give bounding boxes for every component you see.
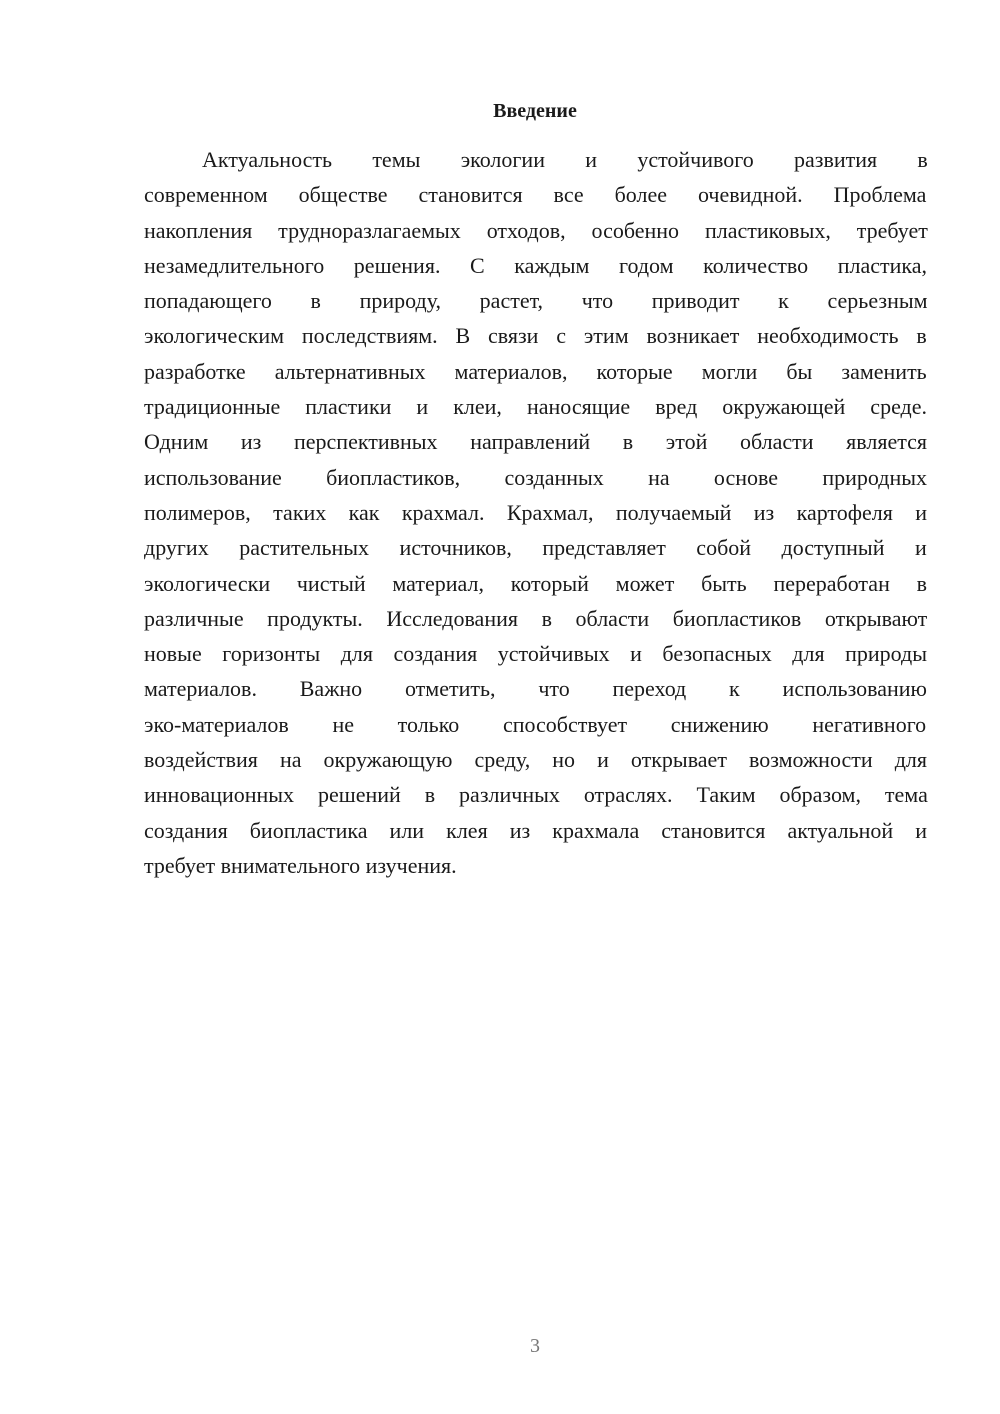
paragraph-line: традиционные пластики и клеи, наносящие вред окружающей среде.	[144, 394, 927, 420]
paragraph-line: новые горизонты для создания устойчивых и безопасных для природы	[144, 641, 927, 667]
paragraph-line: требует внимательного изучения.	[144, 852, 457, 878]
paragraph-line: разработке альтернативных материалов, которые могли бы заменить	[144, 358, 927, 384]
paragraph-line: экологическим последствиям. В связи с этим возникает необходимость в	[144, 323, 927, 349]
paragraph-line: экологически чистый материал, который может быть переработан в	[144, 570, 927, 596]
body-paragraph	[144, 142, 927, 883]
section-heading: Введение	[493, 100, 577, 122]
paragraph-line: различные продукты. Исследования в области биопластиков открывают	[144, 605, 928, 631]
paragraph-line: инновационных решений в различных отраслях. Таким образом, тема	[144, 782, 928, 808]
paragraph-line: накопления трудноразлагаемых отходов, особенно пластиковых, требует	[144, 217, 928, 243]
paragraph-line: других растительных источников, представляет собой доступный и	[144, 535, 927, 561]
paragraph-line: Актуальность темы экологии и устойчивого развития в	[202, 147, 928, 172]
paragraph-line: использование биопластиков, созданных на основе природных	[144, 464, 927, 490]
paragraph-line: незамедлительного решения. С каждым годом количество пластика,	[144, 252, 927, 278]
paragraph-line: воздействия на окружающую среду, но и открывает возможности для	[144, 747, 927, 773]
paragraph-line: Одним из перспективных направлений в этой области является	[144, 429, 927, 455]
paragraph-line: попадающего в природу, растет, что приводит к серьезным	[144, 288, 928, 314]
page-number: 3	[530, 1335, 540, 1357]
paragraph-line: создания биопластика или клея из крахмала становится актуальной и	[144, 817, 927, 843]
paragraph-line: современном обществе становится все более очевидной. Проблема	[144, 182, 927, 208]
paragraph-line: полимеров, таких как крахмал. Крахмал, получаемый из картофеля и	[144, 499, 927, 525]
paragraph-line: эко-материалов не только способствует снижению негативного	[144, 711, 927, 737]
paragraph-line: материалов. Важно отметить, что переход к использованию	[144, 676, 927, 702]
